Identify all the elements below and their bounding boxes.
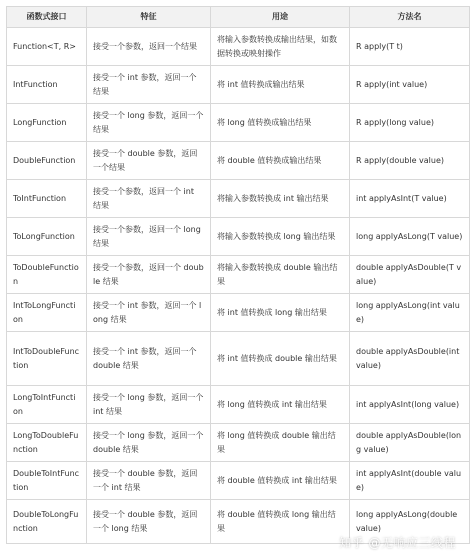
- usage-cell: 将 int 值转换成 long 输出结果: [211, 294, 350, 332]
- feature-cell: 接受一个 double 参数，返回一个 int 结果: [87, 462, 211, 500]
- interface-name-cell: ToDoubleFunction: [7, 256, 87, 294]
- method-name-cell: double applyAsDouble(int value): [350, 332, 470, 386]
- method-name-cell: long applyAsLong(double value): [350, 500, 470, 544]
- interface-name-cell: LongToDoubleFunction: [7, 424, 87, 462]
- table-row: [7, 386, 470, 424]
- method-name-cell: int applyAsInt(double value): [350, 462, 470, 500]
- header-usage: 用途: [211, 7, 350, 28]
- feature-cell: 接受一个 int 参数，返回一个 double 结果: [87, 332, 211, 386]
- feature-cell: 接受一个 long 参数，返回一个 double 结果: [87, 424, 211, 462]
- usage-cell: 将 int 值转换成 double 输出结果: [211, 332, 350, 386]
- feature-cell: 接受一个 int 参数，返回一个结果: [87, 66, 211, 104]
- watermark: 知乎 @无响应三线程: [339, 536, 456, 550]
- interface-name-cell: LongToIntFunction: [7, 386, 87, 424]
- interface-name-cell: Function<T, R>: [7, 28, 87, 66]
- usage-cell: 将 double 值转换成 int 输出结果: [211, 462, 350, 500]
- method-name-cell: double applyAsDouble(T value): [350, 256, 470, 294]
- method-name-cell: long applyAsLong(T value): [350, 218, 470, 256]
- interface-name-cell: DoubleToLongFunction: [7, 500, 87, 544]
- method-name-cell: R apply(double value): [350, 142, 470, 180]
- feature-cell: 接受一个参数，返回一个 double 结果: [87, 256, 211, 294]
- table-row: [7, 218, 470, 256]
- method-name-cell: R apply(int value): [350, 66, 470, 104]
- table-row: [7, 294, 470, 332]
- header-method: 方法名: [350, 7, 470, 28]
- usage-cell: 将 long 值转换成 double 输出结果: [211, 424, 350, 462]
- table-row: [7, 332, 470, 386]
- usage-cell: 将 int 值转换成输出结果: [211, 66, 350, 104]
- header-interface: 函数式接口: [7, 7, 87, 28]
- usage-cell: 将输入参数转换成 int 输出结果: [211, 180, 350, 218]
- method-name-cell: R apply(T t): [350, 28, 470, 66]
- feature-cell: 接受一个 double 参数，返回一个结果: [87, 142, 211, 180]
- table-header-row: [7, 7, 470, 28]
- method-name-cell: int applyAsInt(long value): [350, 386, 470, 424]
- table-row: [7, 462, 470, 500]
- table-row: [7, 256, 470, 294]
- interface-name-cell: LongFunction: [7, 104, 87, 142]
- table-row: [7, 28, 470, 66]
- interface-name-cell: DoubleToIntFunction: [7, 462, 87, 500]
- interface-name-cell: IntToLongFunction: [7, 294, 87, 332]
- usage-cell: 将 double 值转换成输出结果: [211, 142, 350, 180]
- function-interface-table: [6, 6, 470, 544]
- feature-cell: 接受一个参数，返回一个 int 结果: [87, 180, 211, 218]
- feature-cell: 接受一个参数，返回一个结果: [87, 28, 211, 66]
- usage-cell: 将输入参数转换成输出结果，如数据转换或映射操作: [211, 28, 350, 66]
- table-row: [7, 180, 470, 218]
- interface-name-cell: IntFunction: [7, 66, 87, 104]
- feature-cell: 接受一个参数，返回一个 long 结果: [87, 218, 211, 256]
- usage-cell: 将 long 值转换成 int 输出结果: [211, 386, 350, 424]
- method-name-cell: long applyAsLong(int value): [350, 294, 470, 332]
- feature-cell: 接受一个 int 参数，返回一个 long 结果: [87, 294, 211, 332]
- table-row: [7, 142, 470, 180]
- method-name-cell: double applyAsDouble(long value): [350, 424, 470, 462]
- interface-name-cell: ToIntFunction: [7, 180, 87, 218]
- method-name-cell: int applyAsInt(T value): [350, 180, 470, 218]
- usage-cell: 将 double 值转换成 long 输出结果: [211, 500, 350, 544]
- interface-name-cell: ToLongFunction: [7, 218, 87, 256]
- table-row: [7, 424, 470, 462]
- usage-cell: 将输入参数转换成 double 输出结果: [211, 256, 350, 294]
- table-row: [7, 104, 470, 142]
- table-row: [7, 66, 470, 104]
- header-feature: 特征: [87, 7, 211, 28]
- interface-name-cell: DoubleFunction: [7, 142, 87, 180]
- usage-cell: 将输入参数转换成 long 输出结果: [211, 218, 350, 256]
- usage-cell: 将 long 值转换成输出结果: [211, 104, 350, 142]
- feature-cell: 接受一个 long 参数，返回一个结果: [87, 104, 211, 142]
- feature-cell: 接受一个 double 参数，返回一个 long 结果: [87, 500, 211, 544]
- interface-name-cell: IntToDoubleFunction: [7, 332, 87, 386]
- feature-cell: 接受一个 long 参数，返回一个 int 结果: [87, 386, 211, 424]
- method-name-cell: R apply(long value): [350, 104, 470, 142]
